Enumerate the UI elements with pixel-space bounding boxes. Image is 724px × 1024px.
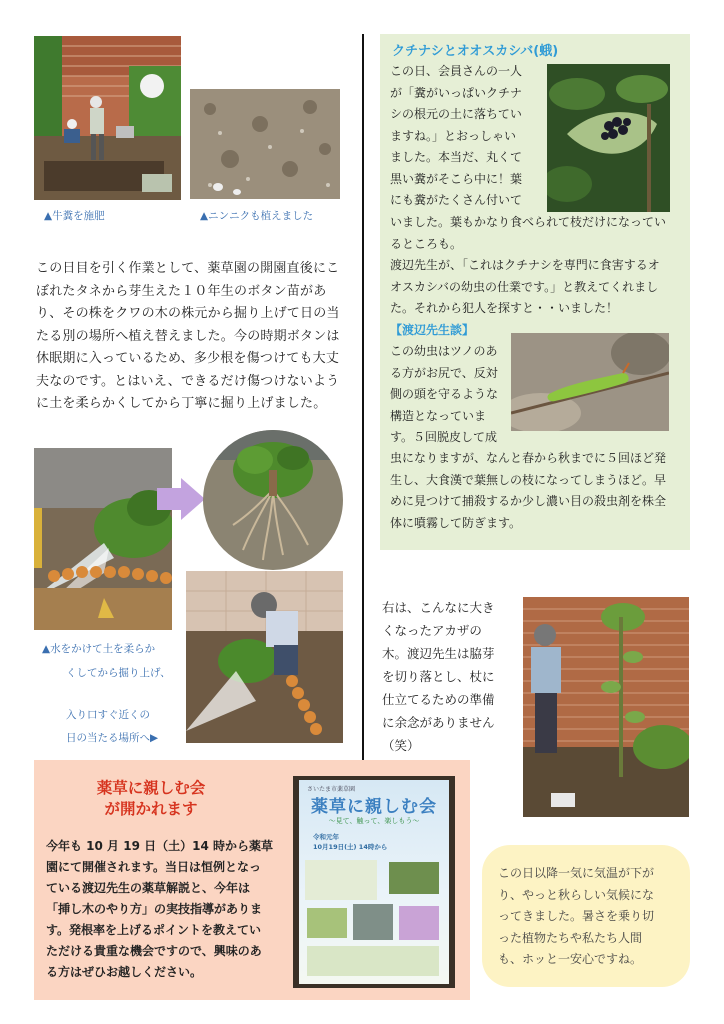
gardenia-text-line: にも糞がたくさん付いて xyxy=(390,193,523,207)
photo-gardenia-leaf xyxy=(547,64,670,212)
main-text-line: この日目を引く作業として、薬草園の開園直後にこ xyxy=(36,261,340,276)
poster-flower-photo xyxy=(399,906,439,940)
larva-text-line: 虫になりますが、なんと春から秋までに５回ほど発 xyxy=(390,451,667,465)
gardenia-text-line: 黒い糞がそこら中に！葉 xyxy=(390,171,523,186)
main-text-line: り、その株をクワの木の株元から掘り上げて日の当 xyxy=(36,306,340,321)
larva-text-line: 構造となっていま xyxy=(390,408,487,423)
larva-text-line: る方がお尻で、反対 xyxy=(390,365,498,380)
poster-date: 令和元年 xyxy=(313,833,339,841)
akaza-text-line: を切り落とし、杖に xyxy=(382,669,495,684)
closing-note-line: り、やっと秋らしい気候にな xyxy=(498,887,655,902)
larva-text-line: この幼虫はツノのあ xyxy=(390,344,498,358)
closing-note-line: った植物たちや私たち人間 xyxy=(498,930,643,945)
caption-garlic: ▲ニンニクも植えました xyxy=(200,210,314,222)
event-text-line: る方はぜひお越しください。 xyxy=(46,965,203,979)
event-title xyxy=(34,778,268,820)
right-arrow-icon xyxy=(155,476,207,522)
gardenia-text-line: 渡辺先生が、「これはクチナシを専門に食害するオ xyxy=(390,258,660,272)
closing-note-line: ってきました。暑さを乗り切 xyxy=(498,909,655,923)
larva-text-line: めに見つけて捕殺するか少し濃い目の殺虫剤を株全 xyxy=(390,494,667,508)
caption-entrance-1: 入り口すぐ近くの xyxy=(66,709,150,721)
akaza-text-line: 右は、こんなに大き xyxy=(382,600,495,615)
gardenia-text-line: るところも。 xyxy=(390,236,463,251)
main-text-line: ぼれたタネから芽生えた１０年生のボタン苗があ xyxy=(36,283,327,299)
photo-garlic-bed xyxy=(190,89,340,199)
gardenia-text-line: ますね。」とおっしゃい xyxy=(390,128,517,143)
larva-text-line: 生し、大食漢で葉無しの枝になってしまうほど。早 xyxy=(390,472,667,487)
poster-plant-photo xyxy=(307,908,347,938)
photo-man-watering xyxy=(186,571,343,743)
photo-watering xyxy=(34,448,172,630)
event-title-line: 薬草に親しむ会 xyxy=(96,779,206,797)
akaza-text xyxy=(382,596,510,757)
poster-title: 薬草に親しむ会 xyxy=(311,797,437,817)
poster-plant-photo xyxy=(389,862,439,894)
akaza-text-line: くなったアカザの xyxy=(382,623,482,638)
caption-fertilizer: ▲牛糞を施肥 xyxy=(44,210,105,222)
event-title-line: が開かれます xyxy=(104,800,198,818)
closing-note-text xyxy=(498,863,678,971)
photo-caterpillar xyxy=(511,333,669,431)
poster-header: さいたま市薬草園 xyxy=(307,786,356,793)
event-text-line: す。発根率を上げるポイントを教えてい xyxy=(46,923,262,937)
larva-text-line: 体に噴霧して防ぎます。 xyxy=(390,515,522,530)
gardenia-text-line: が「糞がいっぱいクチナ xyxy=(390,85,523,100)
photo-peony-roots xyxy=(203,430,343,570)
event-text-line: 今年も 10 月 19 日（土）14 時から薬草 xyxy=(46,839,273,853)
gardenia-text-line: シの根元の土に落ちてい xyxy=(390,107,522,121)
main-text-line: に土を柔らかくしてから丁寧に掘り上げました。 xyxy=(36,396,327,411)
caption-water-1: ▲水をかけて土を柔らか xyxy=(42,643,156,655)
main-text-line: 休眠期に入っているため、多少根を傷つけても大丈 xyxy=(36,351,340,366)
poster-footer-block xyxy=(307,946,439,976)
photo-akaza-tree xyxy=(523,597,689,817)
akaza-text-line: 仕立てるための準備 xyxy=(382,692,495,707)
gardenia-text-line: いました。葉もかなり食べられて枝だけになってい xyxy=(390,215,667,229)
gardenia-text-line: オスカシバの幼虫の仕業です。」と教えてくれまし xyxy=(390,279,659,294)
gardenia-text-line: ました。本当だ、丸くて xyxy=(390,150,523,164)
event-text-line: ている渡辺先生の薬草解説と、今年は xyxy=(46,881,251,895)
poster-subtitle: 〜見て、触って、楽しもう〜 xyxy=(328,817,420,825)
event-text-line: ただける貴重な機会ですので、興味のあ xyxy=(46,944,262,958)
gardenia-text-line: た。それから犯人を探すと・・いました！ xyxy=(390,301,619,315)
gardenia-full-text xyxy=(390,212,686,341)
closing-note-line: この日以降一気に気温が下が xyxy=(498,866,655,880)
gardenia-box-title: クチナシとオオスカシバ(蛾) xyxy=(392,44,559,59)
caption-water-2: くしてから掘り上げ、 xyxy=(66,667,171,679)
gardenia-subheading: 【渡辺先生談】 xyxy=(390,322,475,337)
larva-text xyxy=(390,341,510,449)
gardenia-text-line: この日、会員さんの一人 xyxy=(390,64,523,78)
larva-end-text xyxy=(390,448,686,534)
gardenia-intro-text xyxy=(390,61,550,212)
akaza-text-line: に余念がありません xyxy=(382,715,495,730)
main-text-line: たる別の場所へ植え替えました。今の時期ボタンは xyxy=(36,328,340,344)
event-poster xyxy=(293,776,455,988)
poster-people-photo xyxy=(353,904,393,940)
akaza-text-line: （笑） xyxy=(382,738,420,753)
column-divider xyxy=(362,34,364,764)
main-text-line: 夫なのです。とはいえ、できるだけ傷つけないよう xyxy=(36,373,340,389)
event-text-line: 「挿し木のやり方」の実技指導がありま xyxy=(46,902,263,916)
akaza-text-line: 木。渡辺先生は脇芽 xyxy=(382,646,495,661)
photo-fertilizing xyxy=(34,36,181,200)
closing-note-line: も、ホッと一安心ですね。 xyxy=(498,952,643,966)
event-text xyxy=(46,836,290,983)
event-text-line: 園にて開催されます。当日は恒例となっ xyxy=(46,860,262,874)
poster-info-block xyxy=(305,860,377,900)
poster-time: 10月19日(土) 14時から xyxy=(313,843,388,851)
main-text xyxy=(36,258,354,416)
larva-text-line: 側の頭を守るような xyxy=(390,387,499,401)
caption-entrance-2: 日の当たる場所へ▶ xyxy=(66,732,159,744)
larva-text-line: す。５回脱皮して成 xyxy=(390,430,498,444)
